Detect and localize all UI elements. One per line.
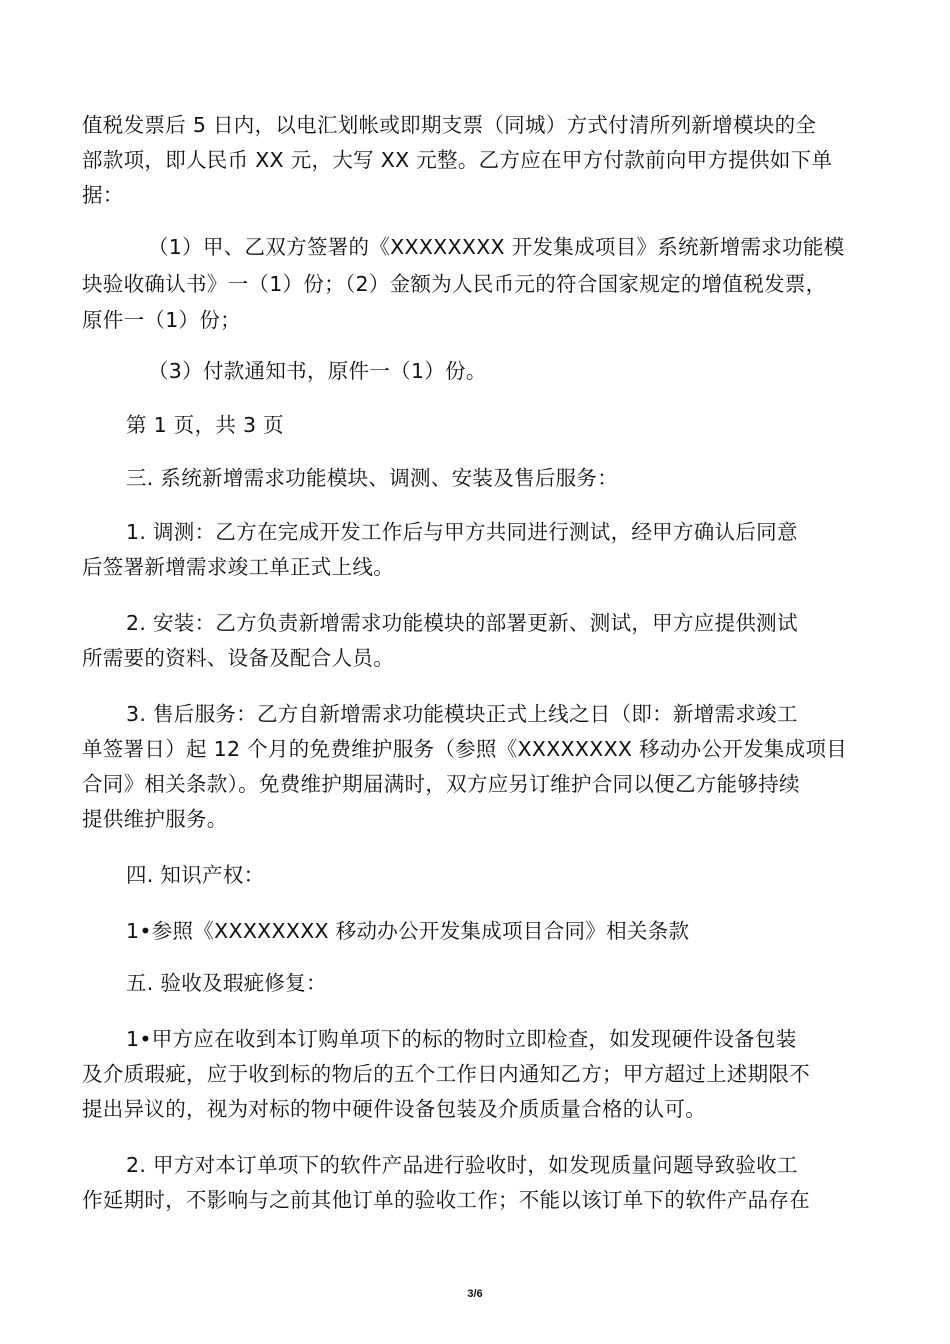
paragraph-line: （1）甲、乙双方签署的《XXXXXXXX 开发集成项目》系统新增需求功能模 [148, 235, 845, 259]
paragraph-line: 及介质瑕疵，应于收到标的物后的五个工作日内通知乙方；甲方超过上述期限不 [82, 1062, 810, 1086]
page-number-footer: 3/6 [467, 1288, 483, 1300]
paragraph-line: 原件一（1）份； [82, 308, 241, 332]
paragraph-line: 2. 甲方对本订单项下的软件产品进行验收时，如发现质量问题导致验收工 [126, 1153, 798, 1177]
paragraph-line: 2. 安装：乙方负责新增需求功能模块的部署更新、测试，甲方应提供测试 [126, 611, 798, 635]
paragraph-line: 作延期时，不影响与之前其他订单的验收工作；不能以该订单下的软件产品存在 [82, 1188, 810, 1212]
page-count-line: 第 1 页，共 3 页 [126, 413, 284, 437]
paragraph-line: 提出异议的，视为对标的物中硬件设备包装及介质质量合格的认可。 [82, 1097, 706, 1121]
paragraph-line: 据： [82, 183, 124, 207]
paragraph-line: 1. 调测：乙方在完成开发工作后与甲方共同进行测试，经甲方确认后同意 [126, 520, 798, 544]
paragraph-line: 提供维护服务。 [82, 807, 228, 831]
paragraph-line: 值税发票后 5 日内，以电汇划帐或即期支票（同城）方式付清所列新增模块的全 [82, 113, 817, 137]
paragraph-line: 部款项，即人民币 XX 元，大写 XX 元整。乙方应在甲方付款前向甲方提供如下单 [82, 148, 833, 172]
paragraph-line: 1•甲方应在收到本订购单项下的标的物时立即检查，如发现硬件设备包装 [126, 1027, 797, 1051]
paragraph-line: 单签署日）起 12 个月的免费维护服务（参照《XXXXXXXX 移动办公开发集成项目 [82, 737, 848, 761]
section-heading-3: 三. 系统新增需求功能模块、调测、安装及售后服务： [126, 466, 619, 490]
section-heading-4: 四. 知识产权： [126, 863, 265, 887]
paragraph-line: （3）付款通知书，原件一（1）份。 [148, 359, 487, 383]
paragraph-line: 1•参照《XXXXXXXX 移动办公开发集成项目合同》相关条款 [126, 919, 690, 943]
paragraph-line: 合同》相关条款）。免费维护期届满时，双方应另订维护合同以便乙方能够持续 [82, 772, 800, 796]
section-heading-5: 五. 验收及瑕疵修复： [126, 971, 327, 995]
paragraph-line: 后签署新增需求竣工单正式上线。 [82, 555, 394, 579]
paragraph-line: 所需要的资料、设备及配合人员。 [82, 646, 394, 670]
paragraph-line: 3. 售后服务：乙方自新增需求功能模块正式上线之日（即：新增需求竣工 [126, 702, 798, 726]
paragraph-line: 块验收确认书》一（1）份；（2）金额为人民币元的符合国家规定的增值税发票， [82, 272, 827, 296]
